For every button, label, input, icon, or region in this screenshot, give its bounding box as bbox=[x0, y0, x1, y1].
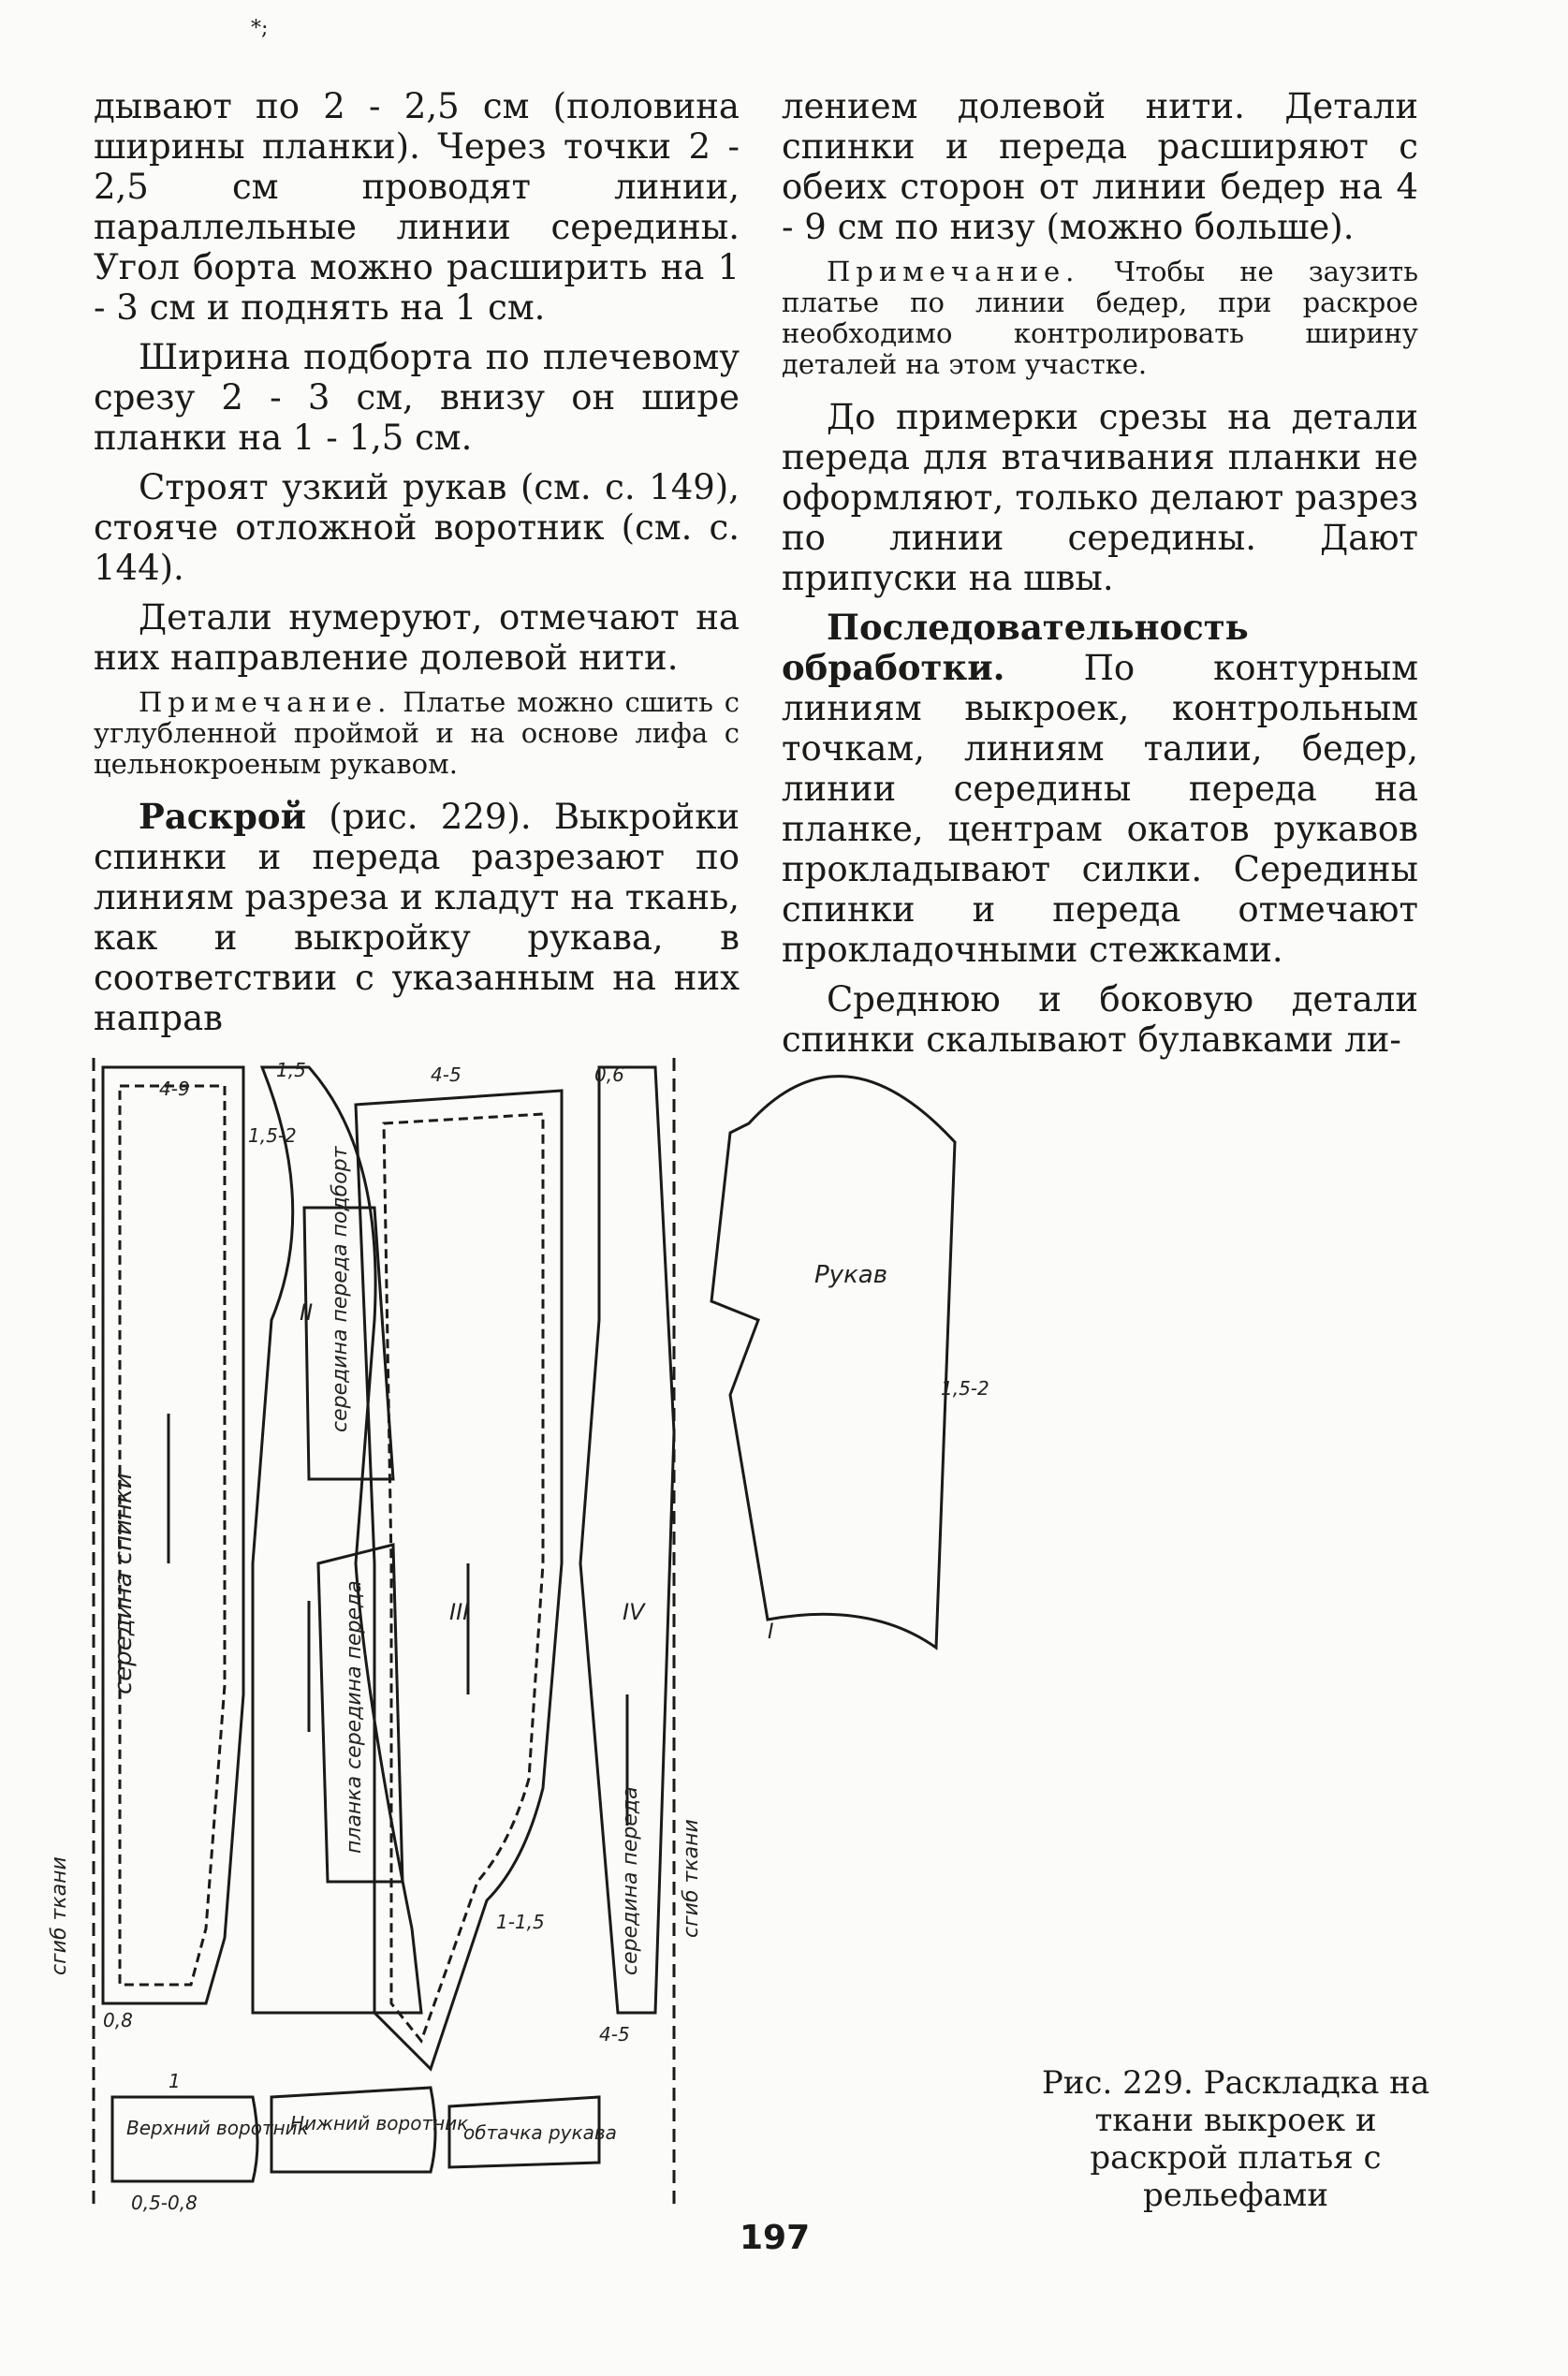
pattern-upper-collar bbox=[112, 2097, 257, 2181]
paragraph bbox=[94, 797, 740, 1038]
label-sleeve: Рукав bbox=[814, 1261, 888, 1289]
note bbox=[94, 687, 740, 780]
corner-mark: *; bbox=[251, 17, 269, 40]
label-sleeve-facing: обтачка рукава bbox=[463, 2121, 617, 2144]
label-piece-II: II bbox=[300, 1299, 314, 1326]
measure-label: 0,8 bbox=[103, 2009, 133, 2031]
measure-label: 0,6 bbox=[594, 1063, 624, 1086]
paragraph-text: (рис. 229). Выкройки спинки и переда разрезают по линиям разреза и кладут на ткань, как и выкройку рукава, в соответствии с указанным на них направ bbox=[94, 797, 740, 1038]
measure-label: 0,5-0,8 bbox=[131, 2192, 198, 2214]
paragraph: лением долевой нити. Детали спинки и переда расширяют с обеих сторон от линии бедер на 4 - 9 см по низу (можно больше). bbox=[782, 86, 1418, 247]
measure-label: 1,5-2 bbox=[248, 1124, 297, 1147]
section-heading: Раскрой bbox=[139, 796, 307, 837]
left-text-column bbox=[94, 86, 740, 1048]
label-lower-collar: Нижний воротник bbox=[290, 2112, 469, 2134]
label-planka: планка середина переда bbox=[343, 1580, 366, 1854]
label-back-center: середина спинки bbox=[110, 1473, 138, 1694]
figure-caption: Рис. 229. Раскладка на ткани выкроек и раскрой платья с рельефами bbox=[1041, 2064, 1430, 2214]
measure-label: 4-5 bbox=[599, 2023, 630, 2046]
paragraph bbox=[782, 608, 1418, 970]
paragraph: Среднюю и боковую детали спинки скалывают булавками ли- bbox=[782, 979, 1418, 1060]
section-heading: Последовательность обработки. bbox=[782, 607, 1249, 688]
right-text-column bbox=[782, 86, 1418, 1069]
label-piece-I: I bbox=[768, 1621, 774, 1644]
label-upper-collar: Верхний воротник bbox=[126, 2117, 309, 2139]
measure-label: 4-9 bbox=[159, 1078, 190, 1100]
note bbox=[782, 257, 1418, 380]
note-text: Платье можно сшить с углубленной проймой и на основе лифа с цельнокроеным рукавом. bbox=[94, 686, 740, 780]
label-piece-III: III bbox=[449, 1599, 470, 1625]
note-text: Чтобы не заузить платье по линии бедер, при раскрое необходимо контролировать ширину деталей на этом участке. bbox=[782, 256, 1418, 380]
label-podbort: середина переда подборт bbox=[329, 1146, 352, 1432]
paragraph-text: По контурным линиям выкроек, контрольным точкам, линиям талии, бедер, линии середины переда на планке, центрам окатов рукавов прокладывают силки. Середины спинки и переда отмечают прокладочными стежками. bbox=[782, 648, 1418, 970]
paragraph: До примерки срезы на детали переда для втачивания планки не оформляют, только делают разрез по линии середины. Дают припуски на швы. bbox=[782, 397, 1418, 598]
measure-label: 4-5 bbox=[431, 1063, 462, 1086]
paragraph: Ширина подборта по плечевому срезу 2 - 3 см, внизу он шире планки на 1 - 1,5 см. bbox=[94, 337, 740, 458]
label-fold-right: сгиб ткани bbox=[680, 1819, 703, 1938]
measure-label: 1-1,5 bbox=[496, 1911, 545, 1933]
label-piece-IV: IV bbox=[623, 1599, 645, 1625]
measure-label: 1,5 bbox=[276, 1059, 306, 1081]
paragraph: Строят узкий рукав (см. с. 149), стояче отложной воротник (см. с. 144). bbox=[94, 467, 740, 588]
page-number: 197 bbox=[740, 2219, 811, 2257]
note-label: Примечание. bbox=[139, 686, 392, 718]
label-fold-left: сгиб ткани bbox=[48, 1856, 71, 1975]
paragraph: Детали нумеруют, отмечают на них направление долевой нити. bbox=[94, 597, 740, 678]
measure-label: 1,5-2 bbox=[941, 1377, 989, 1400]
note-label: Примечание. bbox=[827, 256, 1080, 287]
measure-label: 1 bbox=[169, 2070, 181, 2092]
paragraph: дывают по 2 - 2,5 см (половина ширины планки). Через точки 2 - 2,5 см проводят линии, параллельные линии середины. Угол борта можно расширить на 1 - 3 см и поднять на 1 см. bbox=[94, 86, 740, 328]
label-front-center: середина переда bbox=[619, 1786, 642, 1975]
pattern-sleeve bbox=[711, 1077, 955, 1648]
